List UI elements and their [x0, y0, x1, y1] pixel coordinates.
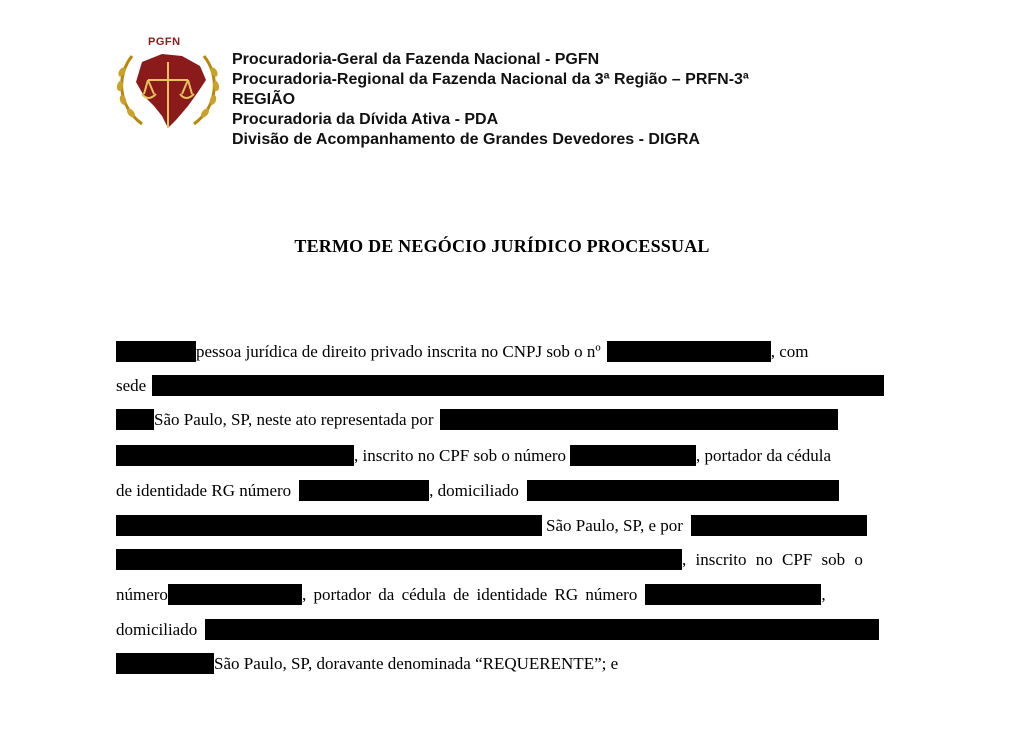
body-line-10: [116, 652, 892, 674]
redaction-block: [116, 445, 354, 466]
redaction-block: [116, 409, 154, 430]
redaction-block: [168, 584, 302, 605]
letterhead: [112, 36, 912, 166]
logo-text: PGFN: [148, 36, 181, 48]
body-text: pessoa jurídica de direito privado inscrita no CNPJ sob o nº: [196, 342, 601, 362]
body-text: São Paulo, SP, neste ato representada por: [154, 410, 434, 430]
redaction-block: [607, 341, 771, 362]
header-line-3: REGIÃO: [232, 91, 296, 108]
redaction-block: [570, 445, 696, 466]
letterhead-text: [232, 50, 749, 150]
redaction-block: [691, 515, 867, 536]
body-line-4: [116, 444, 892, 466]
header-line-4: Procuradoria da Dívida Ativa - PDA: [232, 111, 499, 128]
body-text: ,: [821, 585, 826, 605]
body-text: , com: [770, 342, 809, 362]
header-line-2: Procuradoria-Regional da Fazenda Nacional da 3ª Região – PRFN-3ª: [232, 71, 749, 88]
body-text: domiciliado: [116, 620, 198, 640]
pgfn-logo: [112, 36, 224, 136]
redaction-block: [116, 341, 196, 362]
redaction-block: [299, 480, 429, 501]
body-text: número: [116, 585, 168, 605]
body-line-6: [116, 514, 892, 536]
body-line-9: [116, 618, 892, 640]
body-text: , inscrito no CPF sob o número: [354, 446, 567, 466]
body-text: sede: [116, 376, 147, 396]
redaction-block: [116, 549, 682, 570]
redaction-block: [440, 409, 838, 430]
body-line-3: [116, 408, 892, 430]
body-line-7: [116, 548, 892, 570]
redaction-block: [116, 653, 214, 674]
redaction-block: [116, 515, 542, 536]
redaction-block: [152, 375, 884, 396]
redaction-block: [645, 584, 821, 605]
redaction-block: [205, 619, 879, 640]
body-line-1: [116, 340, 892, 362]
body-text: de identidade RG número: [116, 481, 292, 501]
body-text: São Paulo, SP, e por: [546, 516, 683, 536]
body-text: , portador da cédula de identidade RG número: [301, 585, 638, 605]
body-text: São Paulo, SP, doravante denominada “REQUERENTE”; e: [214, 654, 619, 674]
header-line-1: Procuradoria-Geral da Fazenda Nacional - PGFN: [232, 51, 600, 68]
body-text: , domiciliado: [429, 481, 519, 501]
redaction-block: [527, 480, 839, 501]
header-line-5: Divisão de Acompanhamento de Grandes Devedores - DIGRA: [232, 131, 700, 148]
body-text: , portador da cédula: [696, 446, 832, 466]
body-text: , inscrito no CPF sob o: [682, 550, 863, 570]
body-line-2: [116, 374, 892, 396]
body-line-8: [116, 583, 892, 605]
body-line-5: [116, 479, 892, 501]
document-title: TERMO DE NEGÓCIO JURÍDICO PROCESSUAL: [294, 236, 710, 256]
